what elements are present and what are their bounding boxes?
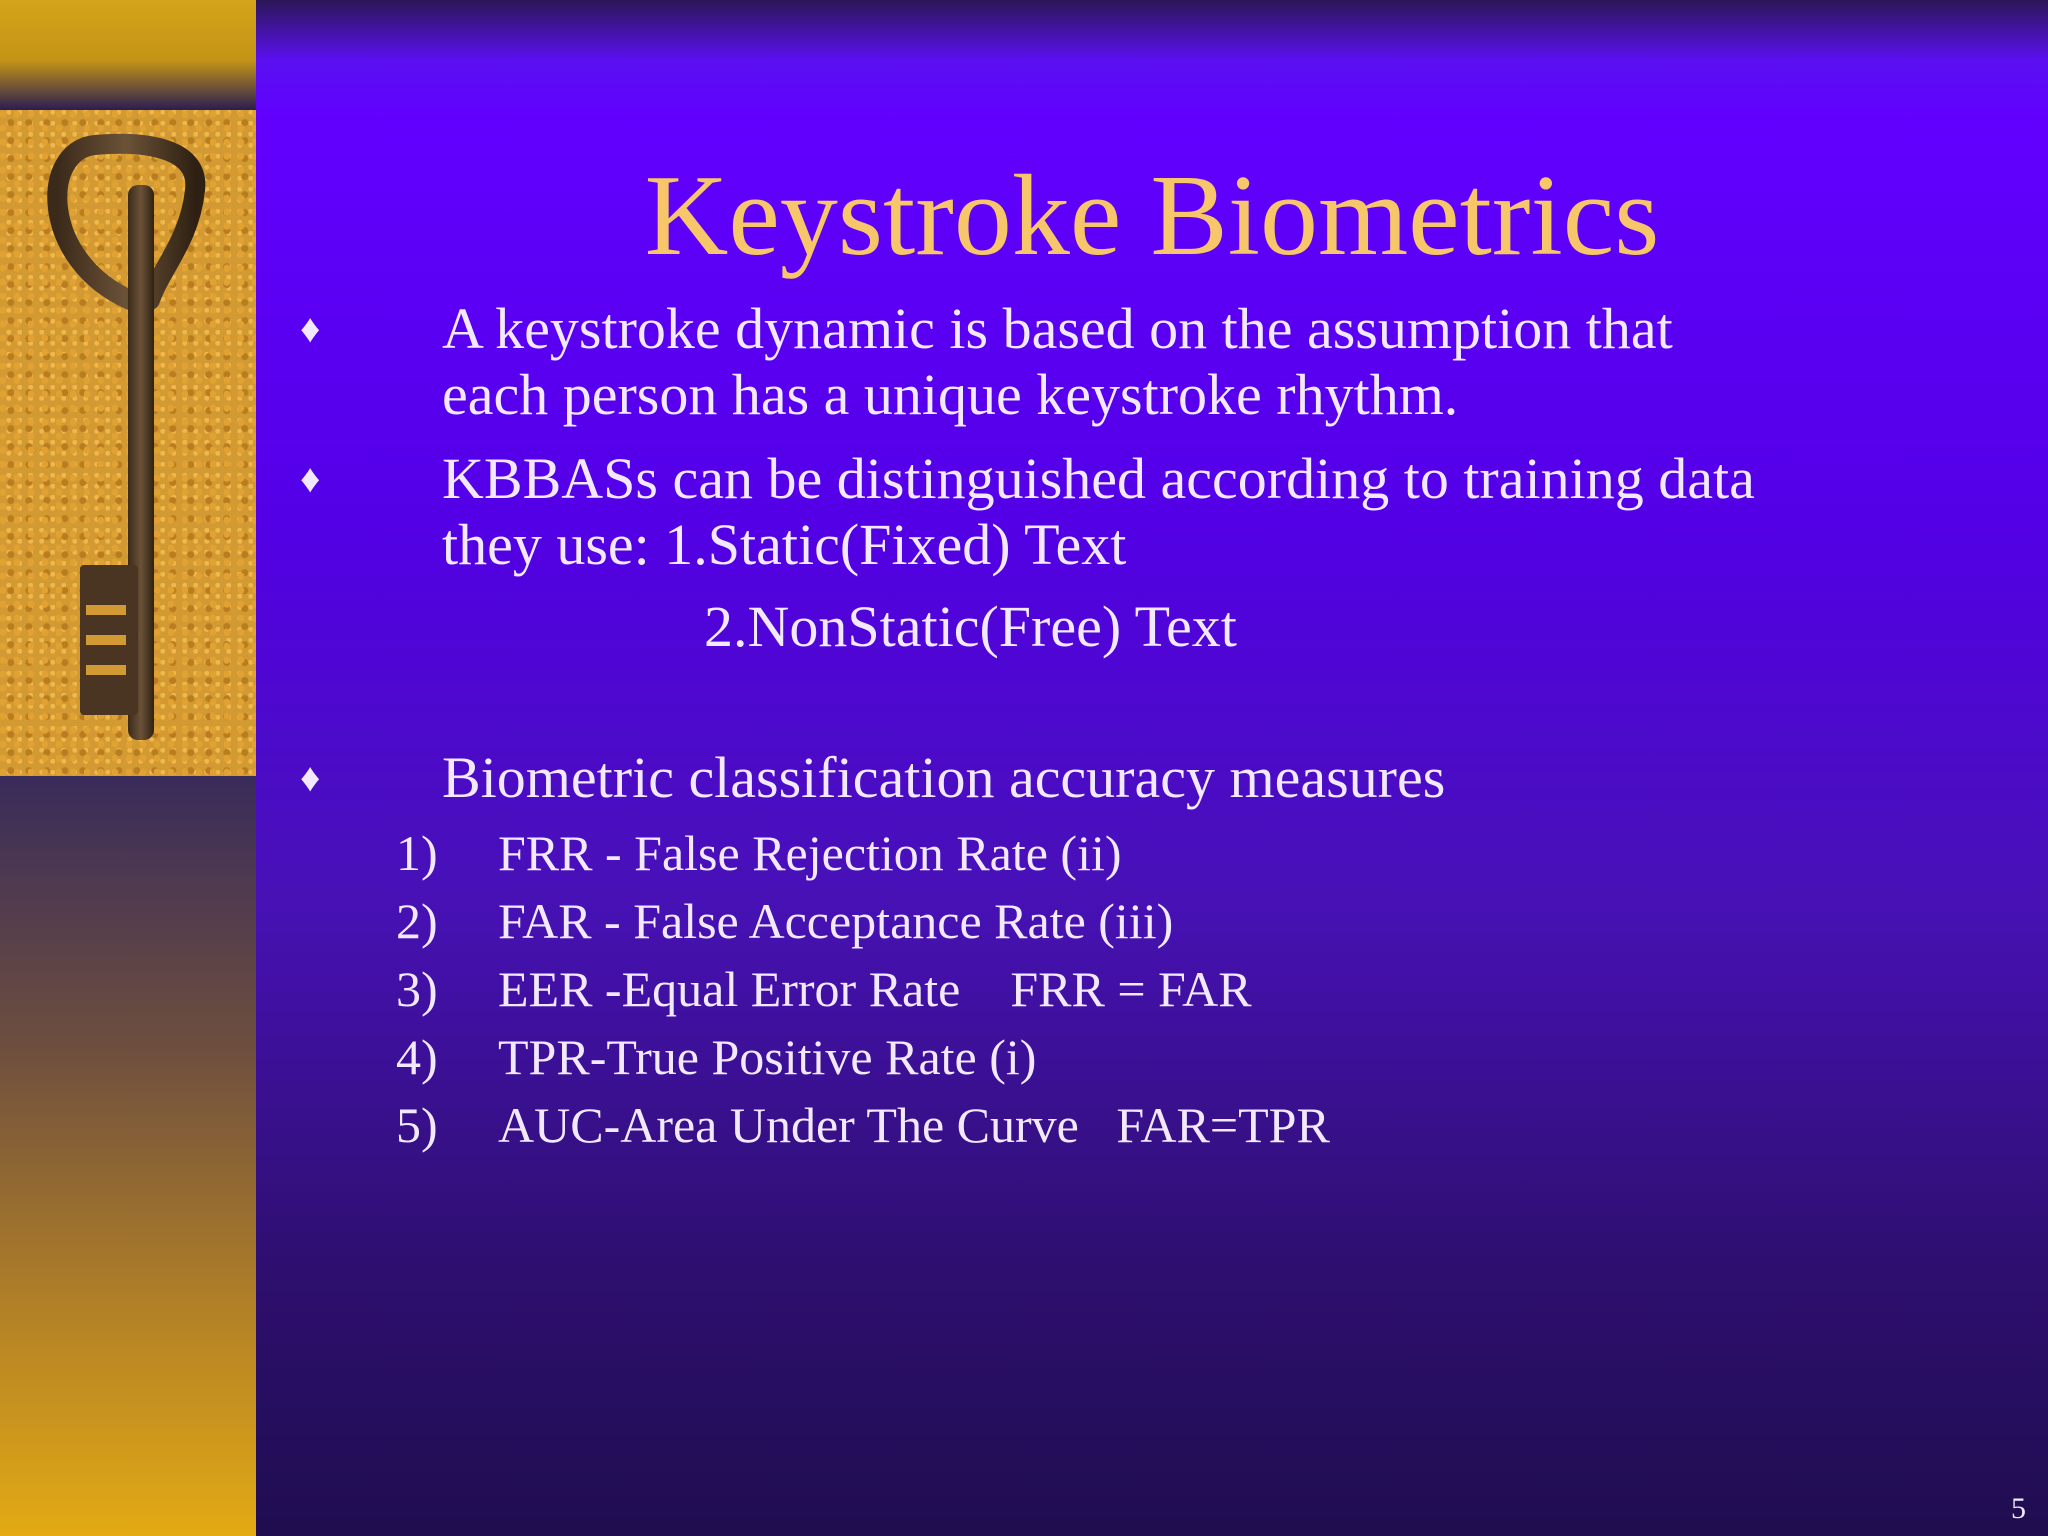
measure-item: FAR - False Acceptance Rate (iii) (498, 893, 1174, 949)
left-band-top-strip (0, 0, 256, 110)
measure-item: FRR - False Rejection Rate (ii) (498, 825, 1122, 881)
measure-number: 1) (396, 825, 438, 881)
measure-number: 5) (396, 1097, 438, 1153)
measure-item: EER -Equal Error Rate FRR = FAR (498, 961, 1252, 1017)
bullet-1-line-2: each person has a unique keystroke rhythm. (442, 362, 1459, 427)
measure-item: AUC-Area Under The Curve FAR=TPR (498, 1097, 1330, 1153)
key-icon (0, 110, 256, 776)
measure-item: TPR-True Positive Rate (i) (498, 1029, 1037, 1085)
bullet-diamond-icon: ♦ (300, 456, 321, 501)
measure-number: 2) (396, 893, 438, 949)
bullet-diamond-icon: ♦ (300, 306, 321, 351)
page-number: 5 (2011, 1492, 2026, 1525)
measure-number: 4) (396, 1029, 438, 1085)
bullet-2-line-2: they use: 1.Static(Fixed) Text (442, 512, 1127, 577)
slide-title: Keystroke Biometrics (644, 152, 1660, 280)
key-image (0, 110, 256, 776)
bullet-3-line-1: Biometric classification accuracy measures (442, 745, 1446, 810)
measure-number: 3) (396, 961, 438, 1017)
bullet-2-line-3: 2.NonStatic(Free) Text (704, 594, 1237, 659)
bullet-diamond-icon: ♦ (300, 755, 321, 800)
bullet-1-line-1: A keystroke dynamic is based on the assumption that (442, 296, 1673, 361)
bullet-2-line-1: KBBASs can be distinguished according to training data (442, 446, 1755, 511)
